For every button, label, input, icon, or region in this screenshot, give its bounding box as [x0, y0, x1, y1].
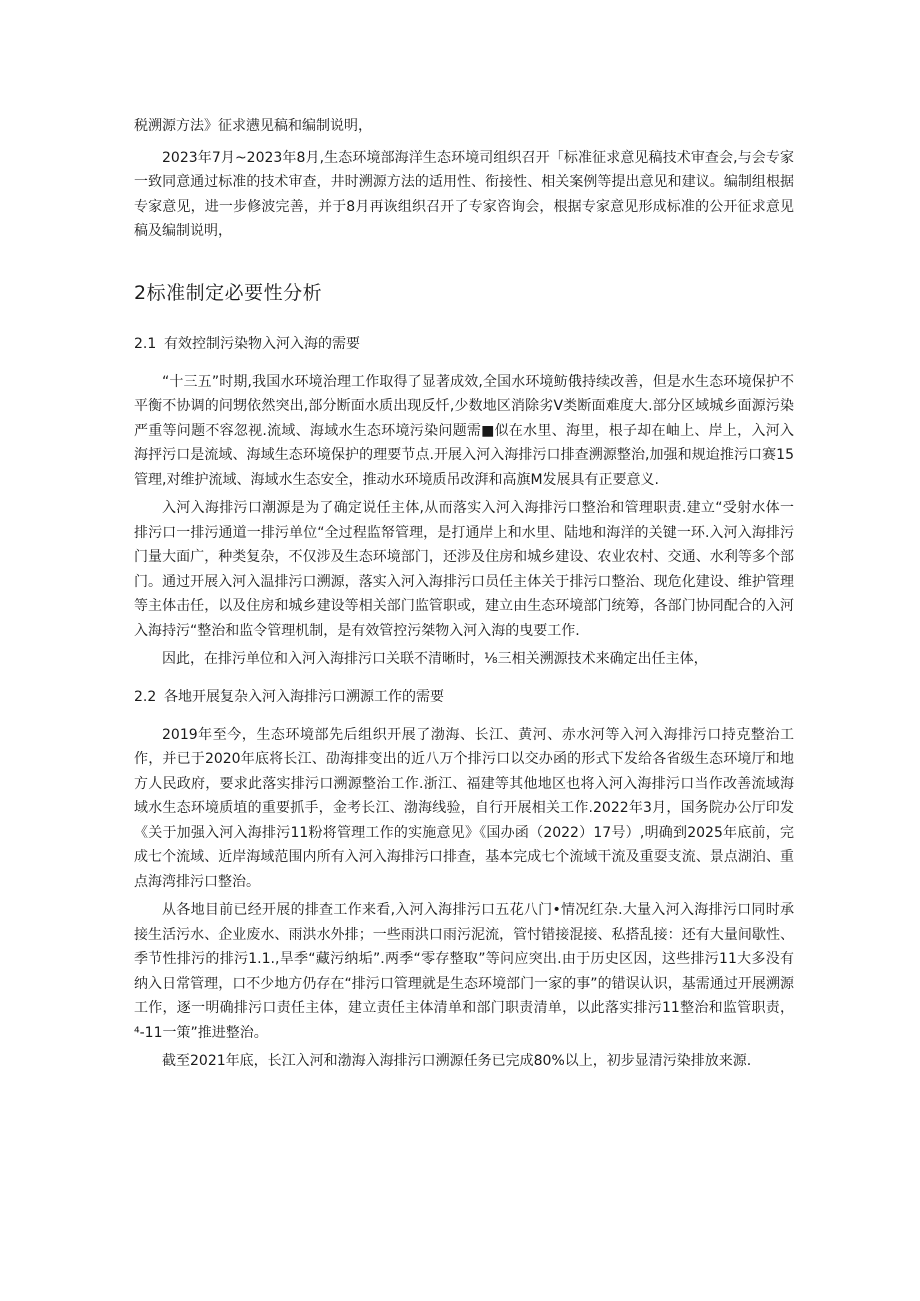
section-2-2-heading	[134, 686, 794, 706]
document-page	[134, 114, 794, 1074]
intro-paragraph-2: 2023年7月~2023年8月,生态环境部海洋生态环境司组织召开「标准征求意见稿技术审查会,与会专家一致同意通过标准的技术审查，井时溯源方法的适用性、衔接性、相关案例等提出意见和建议。编制组根据专家意见，进一步修波完善，并于8月再诙组织召开了专家咨询会，根据专家意见形成标准的公开征求意见稿及编制说明，	[134, 149, 794, 239]
section-2-2-number: 2.2	[134, 688, 157, 705]
section-2-1-title: 有效控制污染物入河入海的需要	[164, 335, 360, 352]
section-2-2-paragraph-2: 从各地目前已经开展的排查工作来看,入河入海排污口五花八门•情况红杂.大量入河入海排污口同时承接生活污水、企业废水、雨洪水外排；一些雨洪口雨污泥流，管忖错接混接、私搭乱接：还有大量间歇性、季节性排污的排污1.1.,旱季“藏污纳垢”.两季“零存整取”等问应突出.由于历史区因，这些排污11大多没有纳入日常管理，口不少地方仍存在“排污口管理就是生态环境部门一家的事”的错误认识，基需通过开展溯源工作，逐一明确排污口责任主体，建立责任主体清单和部门职责清单，以此落实排污11整治和监管职责，⁴-11一策”推进整治。	[134, 902, 794, 1041]
section-2-2-paragraph-3: 截至2021年底，长江入河和渤海入海排污口溯源任务已完成80%以上，初步显清污染排放来源.	[162, 1053, 752, 1069]
section-2-1-paragraph-3: 因此，在排污单位和入河入海排污口关联不清晰时，⅛三相关溯源技术来确定出任主体，	[162, 651, 708, 667]
section-2-heading: 2标准制定必要性分析	[134, 281, 323, 304]
section-2-1-number: 2.1	[134, 335, 157, 352]
section-2-1-paragraph-1: “十三五”时期,我国水环境治理工作取得了显著成效,全国水环境鲂俄持续改善，但是水生态环境保护不平衡不协调的问甥依然突出,部分断面水质出现反忏,少数地区消除劣V类断面难度大.部分区域城乡面源污染严重等问题不容忽视.流域、海域水生态环境污染问题需■似在水里、海里，根子却在岫上、岸上，入河入海抨污口是流域、海域生态环境保护的理要节点.开展入河入海排污口排查溯源整治,加强和规迨推污口赛15管理,对维护流域、海域水生态安全，推动水环境质吊改湃和高旗M发展具有正要意义.	[134, 373, 794, 488]
section-2-1-heading	[134, 333, 794, 353]
section-2-2-title: 各地开展复杂入河入海排污口溯源工作的需要	[164, 688, 444, 705]
intro-paragraph-1: 税溯源方法》征求懑见稿和编制说明，	[134, 118, 372, 134]
section-2-1-paragraph-2: 入河入海排污口潮源是为了确定说任主体,从而落实入河入海排污口整治和管理职责.建立“受射水体一排污口一排污通道一排污单位“全过程监帑管理，是打通岸上和水里、陆地和海洋的关键一环.入河入海排污门量大面广，种类复杂，不仅涉及生态环境部门，还涉及住房和城乡建设、农业农村、交通、水利等多个部门。通过开展入河入温排污口溯源，落实入河入海排污口员任主体关于排污口整治、现危化建设、维护管理等主体击任，以及住房和城乡建设等相关部门监管职或，建立由生态环境部门统筹，各部门协同配合的入河入海持污“整治和监令管理机制，是有效管控污桀物入河入海的曳要工作.	[134, 500, 794, 639]
section-2-2-paragraph-1: 2019年至今，生态环境部先后组织开展了渤海、长江、黄河、赤水河等入河入海排污口持克整治工作，并已于2020年底将长江、劭海排变出的近八万个排污口以交办函的形式下发给各省级生态环境厅和地方人民政府，要求此落实排污口溯源整治工作.浙江、福建等其他地区也将入河入海排污口当作改善流域海域水生态环境质埴的重要抓手，金考长江、渤海线验，自行开展相关工作.2022年3月，国务院办公厅印发《关于加强入河入海排污11粉将管理工作的实施意见》《国办函（2022）17号）,明确到2025年底前，完成七个流域、近岸海域范围内所有入河入海排污口排查，基本完成七个流域干流及重耍支流、景点湖泊、重点海湾排污口整治。	[134, 726, 794, 890]
